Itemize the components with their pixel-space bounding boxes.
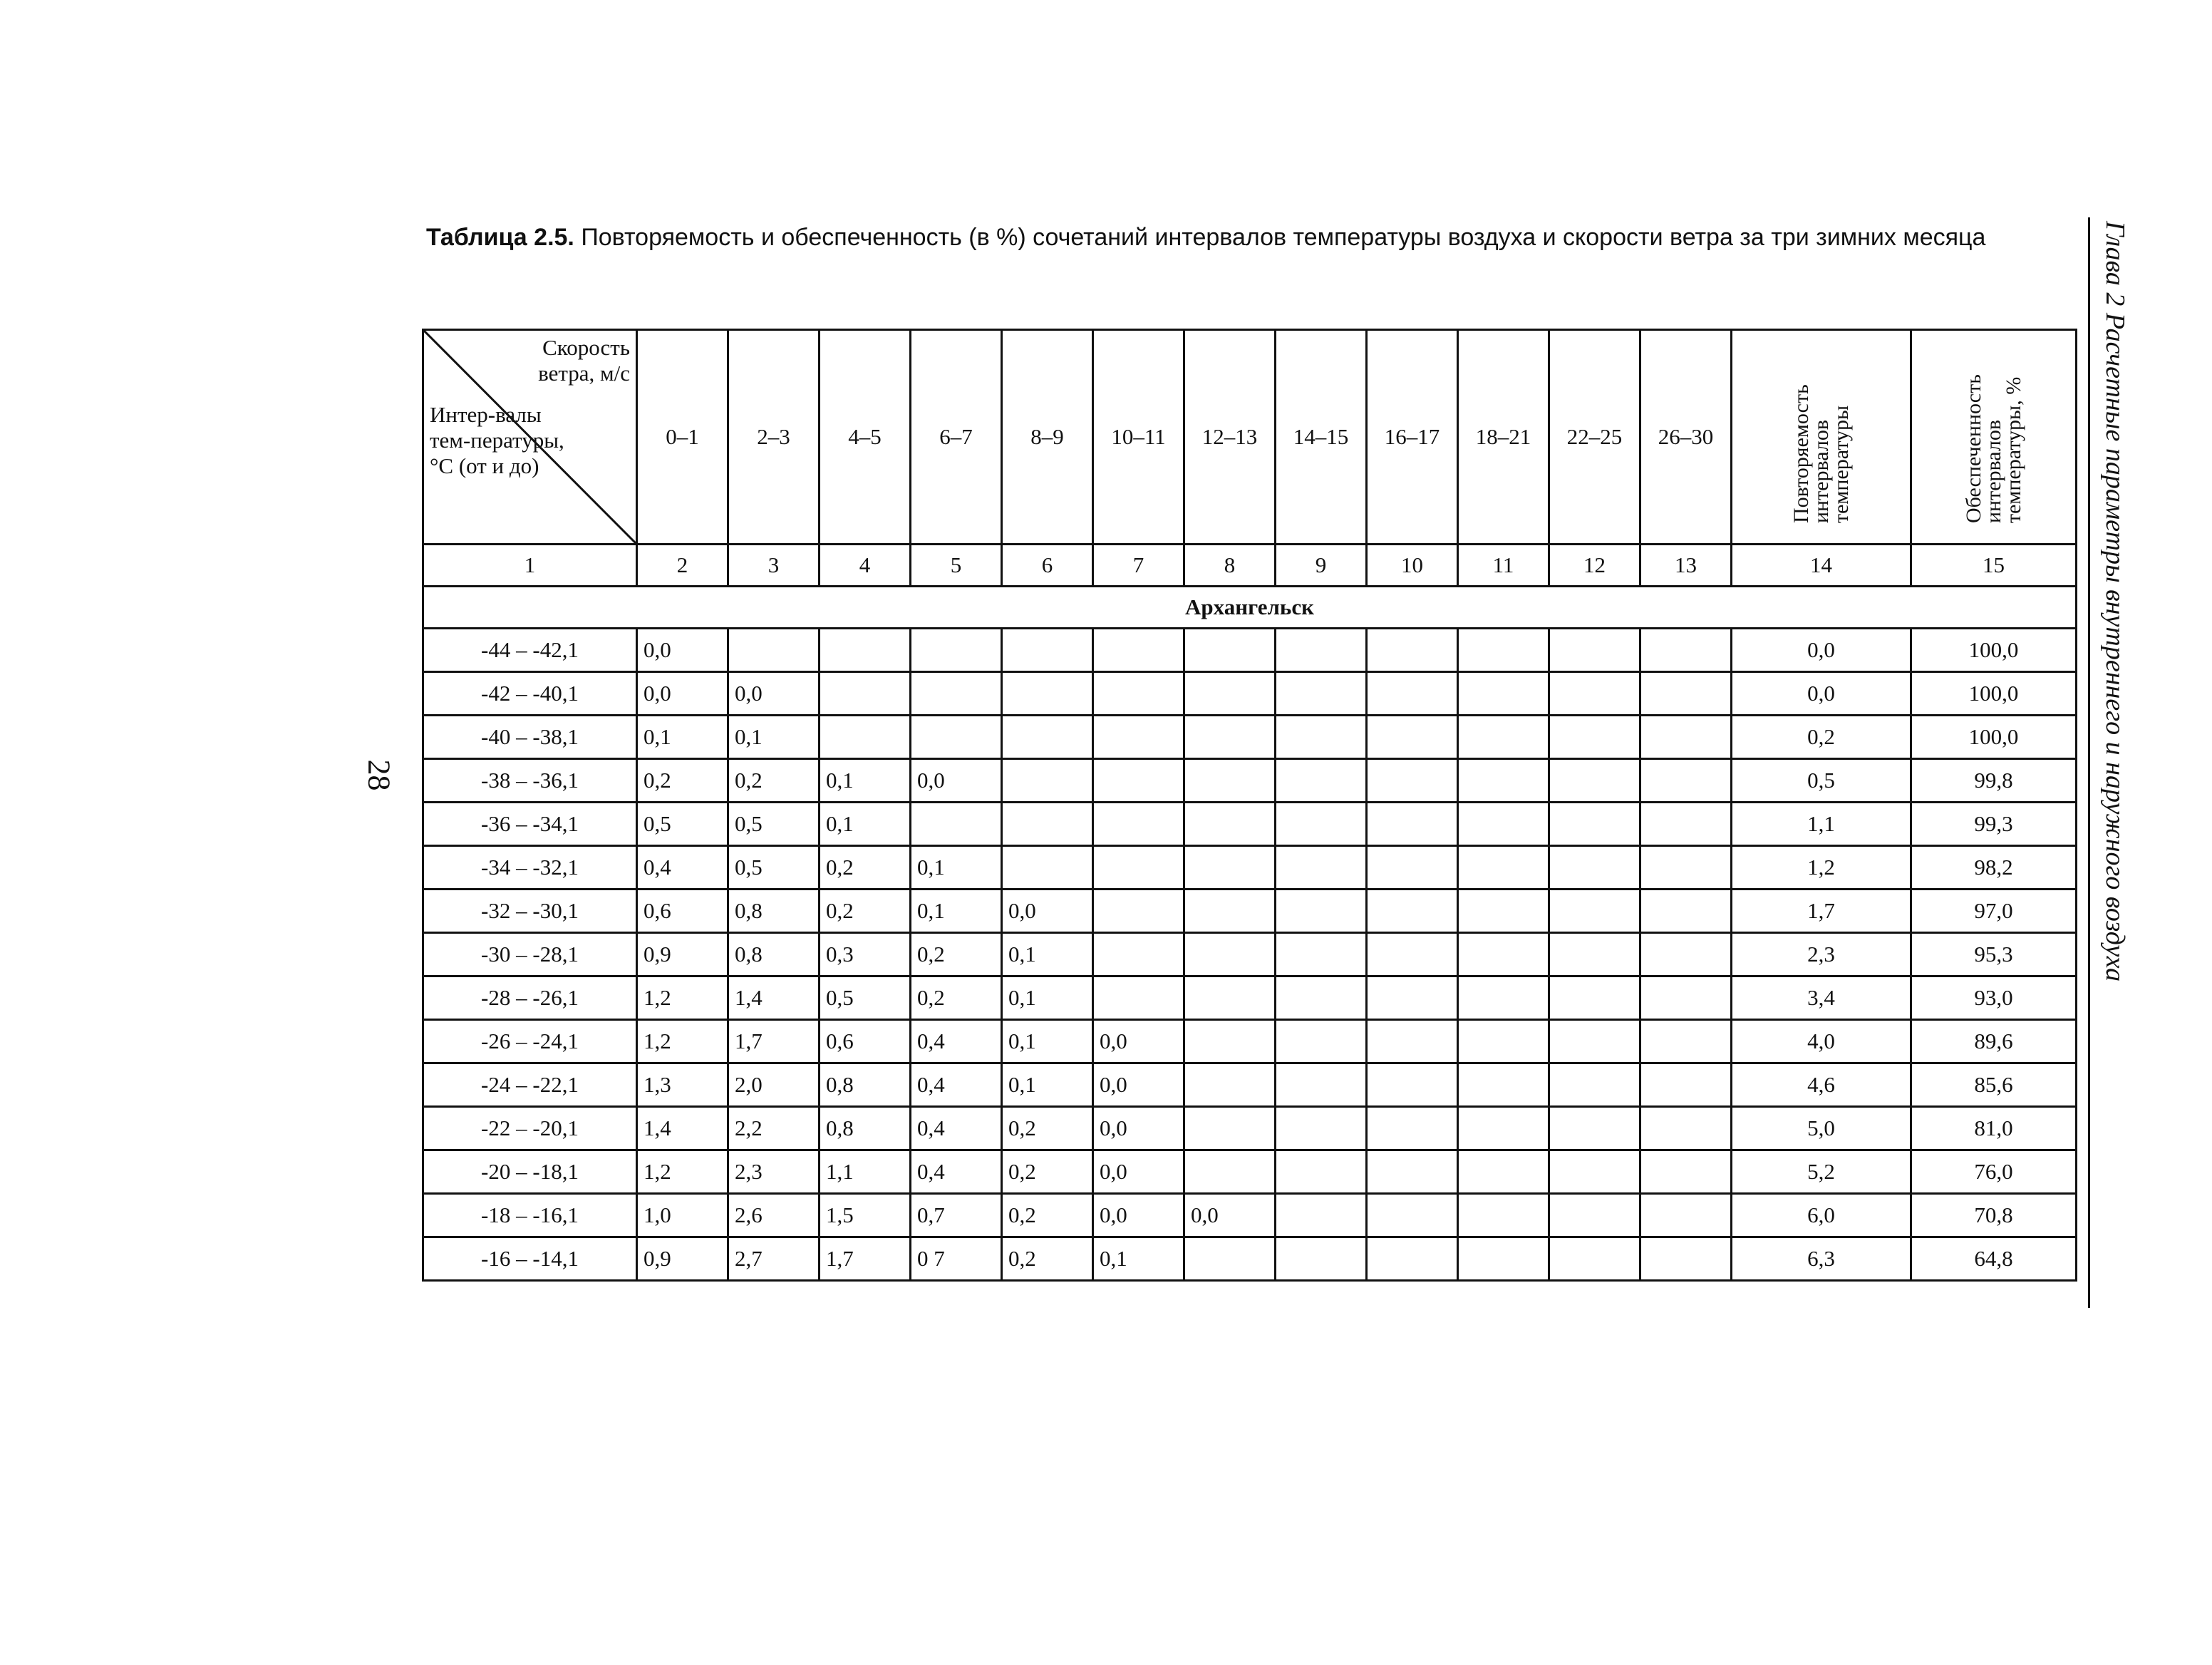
value-cell: 0,5: [728, 846, 820, 890]
value-cell: 0,0: [1184, 1194, 1276, 1237]
interval-cell: -24 – -22,1: [423, 1063, 637, 1107]
value-cell: 0,0: [1093, 1194, 1184, 1237]
table-row: [423, 1194, 2077, 1237]
value-cell: 0,1: [637, 716, 728, 759]
value-cell: 0,2: [1002, 1150, 1093, 1194]
value-cell: [1367, 1194, 1458, 1237]
corner-top-label: Скорость ветра, м/с: [538, 335, 630, 386]
value-cell: [1184, 1237, 1276, 1281]
value-cell: 1,7: [820, 1237, 911, 1281]
value-cell: [1640, 1107, 1732, 1150]
column-number: 13: [1640, 545, 1732, 587]
value-cell: 0,2: [1002, 1237, 1093, 1281]
value-cell: [1367, 672, 1458, 716]
interval-cell: -28 – -26,1: [423, 976, 637, 1020]
value-cell: [1549, 1237, 1640, 1281]
value-cell: [1640, 1020, 1732, 1063]
value-cell: [1093, 672, 1184, 716]
speed-header: 0–1: [637, 330, 728, 545]
value-cell: 0,9: [637, 933, 728, 976]
value-cell: [1276, 1063, 1367, 1107]
value-cell: [1458, 1150, 1549, 1194]
value-cell: [1367, 759, 1458, 803]
value-cell: 0,8: [820, 1063, 911, 1107]
value-cell: [1458, 1063, 1549, 1107]
value-cell: [1458, 759, 1549, 803]
value-cell: 0 7: [911, 1237, 1002, 1281]
security-cell: 97,0: [1911, 890, 2077, 933]
repeatability-cell: 5,2: [1732, 1150, 1911, 1194]
value-cell: 0,0: [1093, 1020, 1184, 1063]
security-cell: 98,2: [1911, 846, 2077, 890]
caption-text: Повторяемость и обеспеченность (в %) сочетаний интервалов температуры воздуха и скорости ветра за три зимних месяца: [574, 224, 1986, 251]
value-cell: [1184, 933, 1276, 976]
security-cell: 89,6: [1911, 1020, 2077, 1063]
value-cell: [1276, 933, 1367, 976]
value-cell: 0,4: [911, 1063, 1002, 1107]
security-cell: 100,0: [1911, 672, 2077, 716]
value-cell: [1276, 672, 1367, 716]
value-cell: 0,1: [1002, 1020, 1093, 1063]
value-cell: 1,0: [637, 1194, 728, 1237]
interval-cell: -26 – -24,1: [423, 1020, 637, 1063]
repeatability-cell: 0,0: [1732, 672, 1911, 716]
repeatability-cell: 1,7: [1732, 890, 1911, 933]
speed-header: 8–9: [1002, 330, 1093, 545]
column-number: 1: [423, 545, 637, 587]
value-cell: [1549, 976, 1640, 1020]
value-cell: 0,6: [637, 890, 728, 933]
value-cell: [1549, 1063, 1640, 1107]
repeatability-cell: 5,0: [1732, 1107, 1911, 1150]
interval-cell: -34 – -32,1: [423, 846, 637, 890]
value-cell: [1640, 933, 1732, 976]
security-cell: 85,6: [1911, 1063, 2077, 1107]
value-cell: [1093, 803, 1184, 846]
value-cell: [1367, 1150, 1458, 1194]
caption-label: Таблица 2.5.: [426, 224, 574, 251]
column-number: 12: [1549, 545, 1640, 587]
value-cell: 1,4: [728, 976, 820, 1020]
header-row: [423, 330, 2077, 545]
value-cell: [1458, 1107, 1549, 1150]
security-header: Обеспеченность интервалов температуры, %: [1911, 330, 2077, 545]
value-cell: [1367, 803, 1458, 846]
value-cell: 0,9: [637, 1237, 728, 1281]
data-table: [422, 329, 2077, 1282]
interval-cell: -20 – -18,1: [423, 1150, 637, 1194]
repeatability-cell: 0,2: [1732, 716, 1911, 759]
interval-cell: -32 – -30,1: [423, 890, 637, 933]
table-row: [423, 716, 2077, 759]
value-cell: [1093, 846, 1184, 890]
value-cell: [1002, 759, 1093, 803]
value-cell: [1458, 716, 1549, 759]
value-cell: [1184, 846, 1276, 890]
value-cell: 1,2: [637, 976, 728, 1020]
value-cell: 0,4: [911, 1150, 1002, 1194]
value-cell: [1367, 933, 1458, 976]
value-cell: 1,1: [820, 1150, 911, 1194]
value-cell: [1367, 716, 1458, 759]
value-cell: [1002, 716, 1093, 759]
value-cell: [1549, 629, 1640, 672]
value-cell: [1276, 803, 1367, 846]
value-cell: 0,1: [1002, 976, 1093, 1020]
value-cell: 1,5: [820, 1194, 911, 1237]
table-row: [423, 846, 2077, 890]
value-cell: [1549, 1194, 1640, 1237]
value-cell: [1458, 803, 1549, 846]
value-cell: [1640, 672, 1732, 716]
value-cell: 1,7: [728, 1020, 820, 1063]
speed-header: 22–25: [1549, 330, 1640, 545]
repeatability-cell: 4,6: [1732, 1063, 1911, 1107]
value-cell: 0,1: [1093, 1237, 1184, 1281]
city-name: Архангельск: [423, 587, 2077, 629]
value-cell: [911, 803, 1002, 846]
value-cell: [1184, 1150, 1276, 1194]
table-row: [423, 1107, 2077, 1150]
value-cell: [1458, 1020, 1549, 1063]
value-cell: 0,1: [728, 716, 820, 759]
speed-header: 16–17: [1367, 330, 1458, 545]
value-cell: [1549, 890, 1640, 933]
value-cell: [1093, 716, 1184, 759]
table-row: [423, 759, 2077, 803]
interval-cell: -18 – -16,1: [423, 1194, 637, 1237]
interval-cell: -36 – -34,1: [423, 803, 637, 846]
value-cell: [1184, 976, 1276, 1020]
speed-header: 26–30: [1640, 330, 1732, 545]
table-row: [423, 1237, 2077, 1281]
value-cell: [1276, 1150, 1367, 1194]
speed-header: 2–3: [728, 330, 820, 545]
value-cell: 0,1: [1002, 1063, 1093, 1107]
repeatability-cell: 6,3: [1732, 1237, 1911, 1281]
table-row: [423, 933, 2077, 976]
value-cell: 0,2: [637, 759, 728, 803]
value-cell: 0,6: [820, 1020, 911, 1063]
value-cell: [911, 629, 1002, 672]
value-cell: [1549, 1020, 1640, 1063]
column-number: 9: [1276, 545, 1367, 587]
value-cell: [1640, 890, 1732, 933]
value-cell: 0,0: [1093, 1107, 1184, 1150]
value-cell: [1458, 629, 1549, 672]
column-number: 14: [1732, 545, 1911, 587]
column-number: 5: [911, 545, 1002, 587]
repeatability-cell: 6,0: [1732, 1194, 1911, 1237]
value-cell: [820, 716, 911, 759]
column-number: 3: [728, 545, 820, 587]
value-cell: 0,0: [1093, 1150, 1184, 1194]
value-cell: 2,7: [728, 1237, 820, 1281]
value-cell: 0,0: [1093, 1063, 1184, 1107]
value-cell: 0,5: [820, 976, 911, 1020]
value-cell: 2,3: [728, 1150, 820, 1194]
speed-header: 10–11: [1093, 330, 1184, 545]
value-cell: 2,6: [728, 1194, 820, 1237]
value-cell: [1002, 803, 1093, 846]
table-row: [423, 803, 2077, 846]
value-cell: [1549, 933, 1640, 976]
value-cell: 0,2: [820, 890, 911, 933]
running-head: Глава 2 Расчетные параметры внутреннего и наружного воздуха: [2100, 221, 2130, 982]
table-row: [423, 672, 2077, 716]
corner-bottom-label: Интер-валы тем-пературы, °С (от и до): [430, 402, 564, 478]
value-cell: [1458, 976, 1549, 1020]
value-cell: [1184, 716, 1276, 759]
value-cell: [1184, 1107, 1276, 1150]
value-cell: [1276, 846, 1367, 890]
value-cell: 0,1: [1002, 933, 1093, 976]
security-cell: 76,0: [1911, 1150, 2077, 1194]
value-cell: [1002, 846, 1093, 890]
value-cell: 0,0: [728, 672, 820, 716]
value-cell: 1,2: [637, 1150, 728, 1194]
security-cell: 99,8: [1911, 759, 2077, 803]
value-cell: 0,0: [911, 759, 1002, 803]
value-cell: 0,4: [911, 1107, 1002, 1150]
value-cell: [1549, 716, 1640, 759]
value-cell: [1367, 1020, 1458, 1063]
interval-cell: -38 – -36,1: [423, 759, 637, 803]
value-cell: 0,2: [911, 976, 1002, 1020]
value-cell: [1640, 976, 1732, 1020]
value-cell: [1184, 803, 1276, 846]
value-cell: [1458, 1237, 1549, 1281]
interval-cell: -42 – -40,1: [423, 672, 637, 716]
security-cell: 93,0: [1911, 976, 2077, 1020]
value-cell: 0,0: [637, 629, 728, 672]
value-cell: [1093, 976, 1184, 1020]
value-cell: [1276, 1237, 1367, 1281]
value-cell: [1458, 1194, 1549, 1237]
interval-cell: -22 – -20,1: [423, 1107, 637, 1150]
security-cell: 100,0: [1911, 716, 2077, 759]
value-cell: 0,2: [1002, 1194, 1093, 1237]
value-cell: 0,1: [820, 803, 911, 846]
security-cell: 64,8: [1911, 1237, 2077, 1281]
value-cell: 0,8: [728, 933, 820, 976]
value-cell: [1276, 759, 1367, 803]
value-cell: [820, 672, 911, 716]
value-cell: [1276, 716, 1367, 759]
value-cell: 2,2: [728, 1107, 820, 1150]
value-cell: [1002, 629, 1093, 672]
value-cell: [1640, 846, 1732, 890]
value-cell: 0,4: [637, 846, 728, 890]
value-cell: 0,2: [911, 933, 1002, 976]
value-cell: [1640, 803, 1732, 846]
value-cell: [1367, 890, 1458, 933]
value-cell: 0,5: [637, 803, 728, 846]
repeatability-cell: 1,2: [1732, 846, 1911, 890]
value-cell: [1640, 1194, 1732, 1237]
column-number: 10: [1367, 545, 1458, 587]
value-cell: [820, 629, 911, 672]
security-cell: 81,0: [1911, 1107, 2077, 1150]
value-cell: 1,3: [637, 1063, 728, 1107]
value-cell: 0,3: [820, 933, 911, 976]
table-row: [423, 629, 2077, 672]
value-cell: [1093, 890, 1184, 933]
value-cell: [911, 672, 1002, 716]
interval-cell: -16 – -14,1: [423, 1237, 637, 1281]
value-cell: [1640, 1063, 1732, 1107]
value-cell: [1276, 976, 1367, 1020]
value-cell: 0,1: [911, 890, 1002, 933]
speed-header: 14–15: [1276, 330, 1367, 545]
value-cell: [1549, 672, 1640, 716]
repeatability-cell: 4,0: [1732, 1020, 1911, 1063]
column-number: 8: [1184, 545, 1276, 587]
value-cell: [1184, 1020, 1276, 1063]
speed-header: 4–5: [820, 330, 911, 545]
value-cell: [1640, 716, 1732, 759]
value-cell: [1367, 846, 1458, 890]
interval-cell: -44 – -42,1: [423, 629, 637, 672]
value-cell: 0,2: [1002, 1107, 1093, 1150]
speed-header: 12–13: [1184, 330, 1276, 545]
column-number: 6: [1002, 545, 1093, 587]
table-row: [423, 1063, 2077, 1107]
repeatability-header: Повторяемость интервалов температуры: [1732, 330, 1911, 545]
table-row: [423, 1020, 2077, 1063]
value-cell: 2,0: [728, 1063, 820, 1107]
column-number: 15: [1911, 545, 2077, 587]
value-cell: [1184, 759, 1276, 803]
value-cell: [1184, 629, 1276, 672]
value-cell: 0,8: [728, 890, 820, 933]
value-cell: [1276, 629, 1367, 672]
value-cell: [1640, 629, 1732, 672]
value-cell: [1002, 672, 1093, 716]
speed-header: 18–21: [1458, 330, 1549, 545]
value-cell: [1367, 1107, 1458, 1150]
value-cell: [1276, 1020, 1367, 1063]
security-cell: 99,3: [1911, 803, 2077, 846]
column-number: 4: [820, 545, 911, 587]
speed-header: 6–7: [911, 330, 1002, 545]
repeatability-cell: 3,4: [1732, 976, 1911, 1020]
value-cell: 1,2: [637, 1020, 728, 1063]
column-number: 2: [637, 545, 728, 587]
column-number: 11: [1458, 545, 1549, 587]
value-cell: 0,5: [728, 803, 820, 846]
table-row: [423, 976, 2077, 1020]
value-cell: [1549, 803, 1640, 846]
repeatability-cell: 0,5: [1732, 759, 1911, 803]
value-cell: [728, 629, 820, 672]
value-cell: 0,4: [911, 1020, 1002, 1063]
security-cell: 100,0: [1911, 629, 2077, 672]
value-cell: [1276, 890, 1367, 933]
value-cell: [911, 716, 1002, 759]
value-cell: [1549, 1150, 1640, 1194]
value-cell: [1640, 1150, 1732, 1194]
value-cell: [1458, 933, 1549, 976]
column-number: 7: [1093, 545, 1184, 587]
repeatability-cell: 0,0: [1732, 629, 1911, 672]
value-cell: [1458, 890, 1549, 933]
value-cell: 0,0: [1002, 890, 1093, 933]
value-cell: 0,0: [637, 672, 728, 716]
interval-cell: -40 – -38,1: [423, 716, 637, 759]
value-cell: [1367, 629, 1458, 672]
security-cell: 95,3: [1911, 933, 2077, 976]
value-cell: [1640, 759, 1732, 803]
interval-cell: -30 – -28,1: [423, 933, 637, 976]
value-cell: [1458, 846, 1549, 890]
value-cell: [1458, 672, 1549, 716]
value-cell: 0,2: [728, 759, 820, 803]
value-cell: [1367, 976, 1458, 1020]
repeatability-cell: 2,3: [1732, 933, 1911, 976]
column-number-row: [423, 545, 2077, 587]
table-caption: [426, 221, 2087, 254]
value-cell: 0,7: [911, 1194, 1002, 1237]
value-cell: [1093, 759, 1184, 803]
value-cell: [1549, 846, 1640, 890]
value-cell: [1640, 1237, 1732, 1281]
city-row: [423, 587, 2077, 629]
value-cell: [1549, 759, 1640, 803]
value-cell: [1367, 1063, 1458, 1107]
value-cell: 0,1: [911, 846, 1002, 890]
value-cell: [1093, 629, 1184, 672]
security-cell: 70,8: [1911, 1194, 2077, 1237]
value-cell: [1549, 1107, 1640, 1150]
value-cell: [1184, 1063, 1276, 1107]
value-cell: 0,8: [820, 1107, 911, 1150]
value-cell: [1276, 1194, 1367, 1237]
value-cell: [1184, 890, 1276, 933]
value-cell: 0,1: [820, 759, 911, 803]
value-cell: [1367, 1237, 1458, 1281]
value-cell: [1276, 1107, 1367, 1150]
value-cell: [1184, 672, 1276, 716]
value-cell: [1093, 933, 1184, 976]
page-number: 28: [361, 759, 397, 791]
value-cell: 0,2: [820, 846, 911, 890]
table-row: [423, 1150, 2077, 1194]
repeatability-cell: 1,1: [1732, 803, 1911, 846]
table-row: [423, 890, 2077, 933]
value-cell: 1,4: [637, 1107, 728, 1150]
corner-cell: [423, 330, 637, 545]
